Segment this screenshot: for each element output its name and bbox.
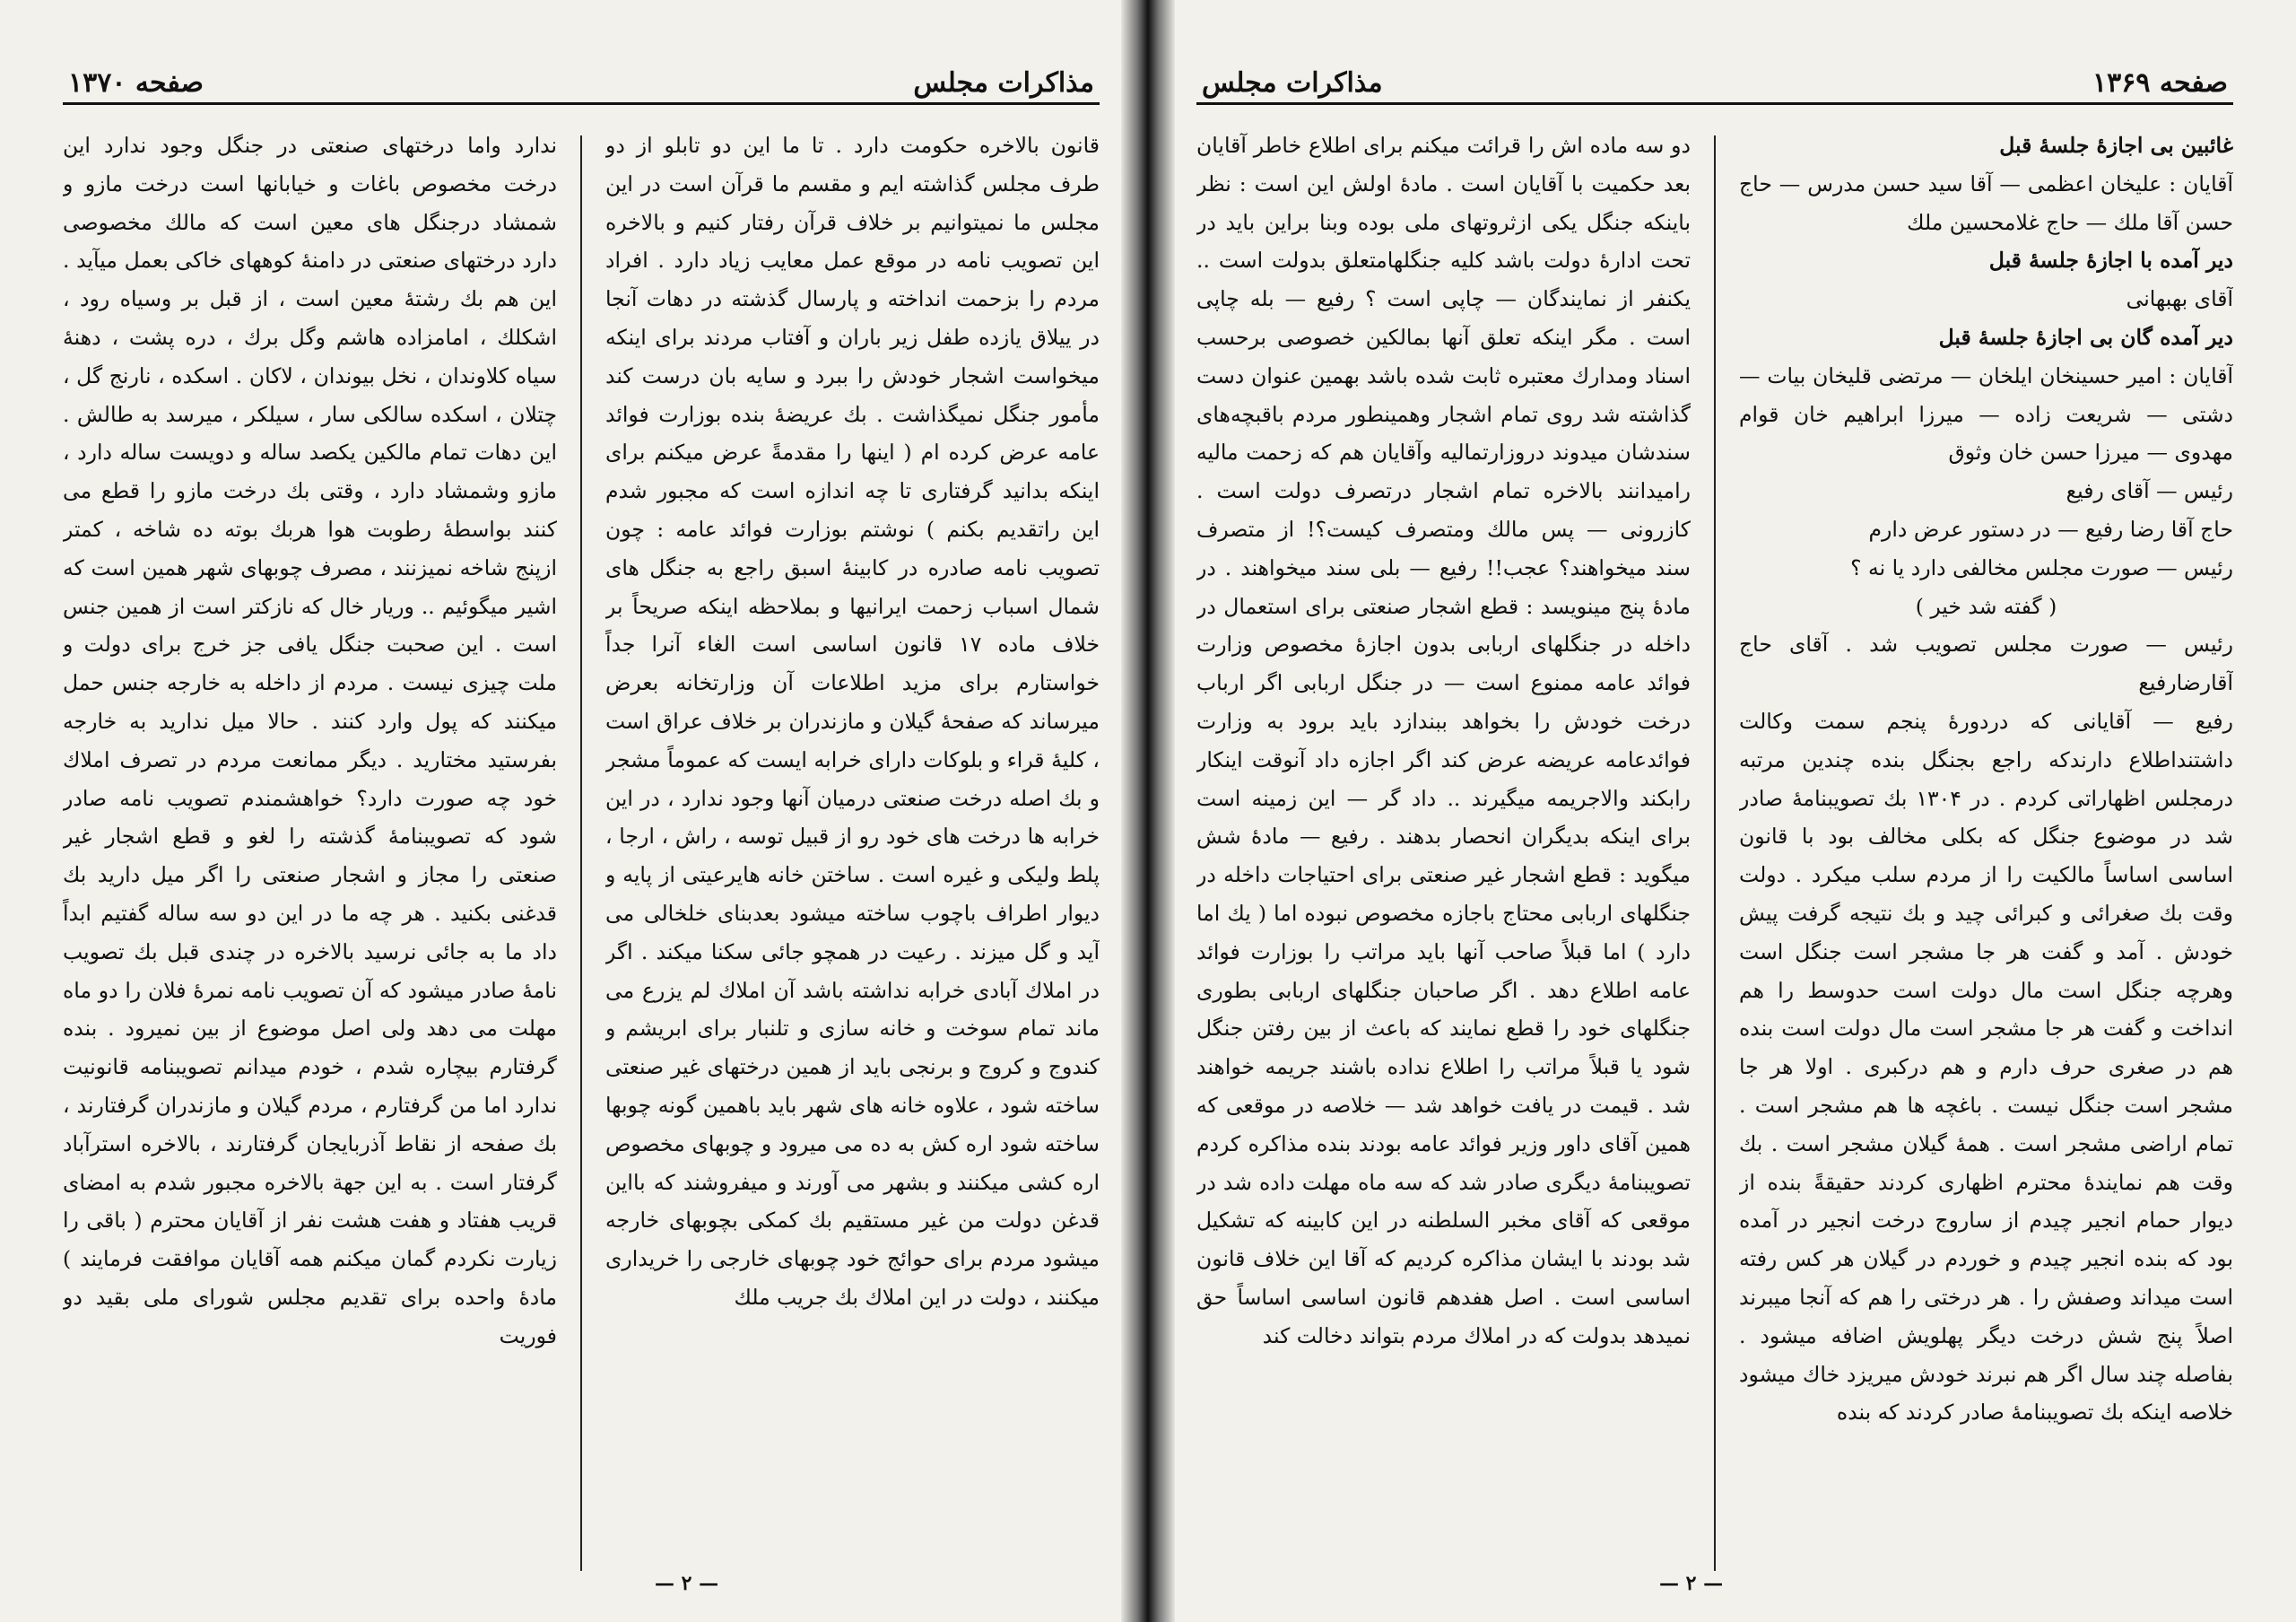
text-column-right [605,126,1100,1580]
paragraph: رئیس — صورت مجلس تصویب شد . آقای حاج آقارضارفیع [1739,632,2233,696]
page-label: صفحه ۱۳۷۰ [68,66,204,99]
column-divider [1714,135,1716,1571]
book-gutter [1121,0,1175,1622]
journal-title: مذاکرات مجلس [1202,66,1383,99]
left-page-columns [63,126,1100,1580]
paragraph: رئیس — آقای رفیع [2066,478,2233,504]
column-text: دو سه ماده اش را قرائت میکنم برای اطلاع خاطر آقایان بعد حکمیت با آقایان است . مادهٔ اولش این است : نظر باینکه جنگل یکی ازثروتهای ملی بوده وبنا براین باید در تحت ادارهٔ دولت باشد کلیه جنگلهامتعلق بدولت است .. یکنفر از نمایندگان — چاپی است ؟ رفیع — بله چاپی است . مگر اینکه تعلق آنها بمالکین خصوصی برحسب اسناد ومدارك معتبره ثابت شده باشد بهمین عنوان دست گذاشته شد روی تمام اشجار وهمینطور مردم باقبچه‌های سندشان میدوند دروزارتمالیه وآقایان هم که زحمت مالیه رامیدانند بالاخره تمام اشجار درتصرف دولت است . کازرونی — پس مالك ومتصرف کیست؟! از متصرف سند میخواهند؟ عجب!! رفیع — بلی سند میخواهند . در مادهٔ پنج مینویسد : قطع اشجار صنعتی برای استعمال در داخله در جنگلهای اربابی بدون اجازهٔ مخصوص وزارت فوائد عامه ممنوع است — در جنگل اربابی اگر ارباب درخت خودش را بخواهد ببندازد باید برود به وزارت فوائدعامه عریضه عرض کند اگر اجازه داد آنوقت اینکار رابکند والاجریمه میگیرند .. داد گر — این زمینه است برای اینکه بدیگران انحصار بدهند . رفیع — مادهٔ شش میگوید : قطع اشجار غیر صنعتی برای احتیاجات داخله در جنگلهای اربابی محتاج باجازه مخصوص نبوده اما ( یك اما دارد ) اما قبلاً صاحب آنها باید مراتب را بوزارت فوائد عامه اطلاع دهد . اگر صاحبان جنگلهای اربابی بطوری جنگلهای خود را قطع نمایند که باعث از بین رفتن جنگل شود یا قبلاً مراتب را اطلاع نداده باشند جریمه خواهند شد . قیمت در یافت خواهد شد — خلاصه در موقعی که همین آقای داور وزیر فوائد عامه بودند بنده مذاکره کردم تصویبنامهٔ دیگری صادر شد که سه ماه مهلت داده شد در موقعی که آقای مخبر السلطنه در این کابینه که تشکیل شد بودند با ایشان مذاکره کردیم که آقا این خلاف قانون اساسی است . اصل هفدهم قانون اساسی اساساً حق نمیدهد بدولت که در املاك مردم بتواند دخالت کند [1196,133,1691,1348]
section-heading: غائبین بی اجازهٔ جلسهٔ قبل [1999,133,2233,158]
text-column-left [1196,126,1691,1580]
paragraph: ( گفته شد خیر ) [1915,593,2057,619]
left-page-header [63,63,1100,105]
paragraph: حاج آقا رضا رفیع — در دستور عرض دارم [1868,516,2233,542]
text-column-right [1739,126,2233,1580]
section-heading: دیر آمده گان بی اجازهٔ جلسهٔ قبل [1938,324,2233,350]
paragraph: آقایان : امیر حسینخان ایلخان — مرتضی قلیخان بیات — دشتی — شریعت زاده — میرزا ابراهیم خان قوام مهدوی — میرزا حسن خان وثوق [1739,362,2233,466]
right-page-header [1196,63,2233,105]
journal-title: مذاکرات مجلس [913,66,1094,99]
paragraph: رئیس — صورت مجلس مخالفی دارد یا نه ؟ [1850,554,2233,580]
section-heading: دیر آمده با اجازهٔ جلسهٔ قبل [1988,248,2233,274]
page-number: — ۲ — [655,1572,719,1595]
paragraph: آقای بهبهانی [2126,286,2233,312]
text-column-left [63,126,557,1580]
paragraph: رفیع — آقایانی که دردورهٔ پنجم سمت وکالت داشتنداطلاع دارندکه راجع بجنگل بنده چندین مرتبه درمجلس اظهاراتی کردم . در ۱۳۰۴ بك تصویبنامهٔ صادر شد در موضوع جنگل که بکلی مخالف بود با قانون اساسی اساساً مالکیت را از مردم سلب میکرد . دولت وقت بك صغرائی و کبرائی چید و بك نتیجه گرفت پیش خودش . آمد و گفت هر جا مشجر است جنگل است وهرچه جنگل است مال دولت است حدوسط را هم انداخت و گفت هر جا مشجر است مال دولت است بنده هم در صغری حرف دارم و هم درکبری . اولا هر جا مشجر است جنگل نیست . باغچه ها هم مشجر است . تمام اراضی مشجر است . همهٔ گیلان مشجر است . بك وقت هم نمایندهٔ محترم اظهاری کردند حقیقةً بنده از دیوار حمام انجیر چیدم از ساروج درخت انجیر در آمده بود که بنده انجیر چیدم و خوردم در گیلان هر کس رفته است میداند وصفش را . هر درختی را هم که آنجا میبرند اصلاً پنج شش درخت دیگر پهلویش اضافه میشود . بفاصله چند سال اگر هم نبرند خودش میریزد خاك میشود خلاصه اینکه بك تصویبنامهٔ صادر کردند که بنده [1739,708,2233,1426]
column-text: ندارد واما درختهای صنعتی در جنگل وجود ندارد این درخت مخصوص باغات و خیابانها است درخت مازو و شمشاد درجنگل های معین است که مالك مخصوصی دارد درختهای صنعتی در دامنهٔ کوههای خاکی بعمل میآید . این هم بك رشتهٔ معین است ، از قبل بر وسیاه رود ، اشکلك ، امامزاده هاشم وگل برك ، دره پشت ، دهنهٔ سیاه کلاوندان ، نخل بیوندان ، لاکان . اسکده ، نارنج گل ، چتلان ، اسکده سالکی سار ، سیلکر ، میرسد به طالش . این دهات تمام مالکین یکصد ساله و دویست ساله دارد ، مازو وشمشاد دارد ، وقتی بك درخت مازو را قطع می کنند بواسطهٔ رطوبت هوا هربك بوته ده شاخه ، کمتر ازپنج شاخه نمیزنند ، مصرف چوبهای شهر همین است که اشیر میگوئیم .. وریار خال که نازکتر است از همین جنس است . این صحبت جنگل یافی جز خرج برای دولت و ملت چیزی نیست . مردم از داخله به خارجه جنس حمل میکنند که پول وارد کنند . حالا میل ندارید به خارجه بفرستید مختارید . دیگر ممانعت مردم در تصرف املاك خود چه صورت دارد؟ خواهشمندم تصویب نامه صادر شود که تصویبنامهٔ گذشته را لغو و قطع اشجار غیر صنعتی را مجاز و اشجار صنعتی را اگر میل دارید بك قدغنی بکنید . هر چه ما در این دو سه ساله گفتیم ابداً داد ما به جائی نرسید بالاخره در چندی قبل بك تصویب نامهٔ صادر میشود که آن تصویب نامه نمرهٔ فلان را دو ماه مهلت می دهد ولی اصل موضوع از بین نمیرود . بنده گرفتارم بیچاره شدم ، خودم میدانم تصویبنامه قانونیت ندارد اما من گرفتارم ، مردم گیلان و مازندران گرفتارند ، بك صفحه از نقاط آذربایجان گرفتارند ، بالاخره استرآباد گرفتار است . به این جهة بالاخره مجبور شدم به امضای قریب هفتاد و هفت هشت نفر از آقایان محترم ( باقی را زیارت نکردم گمان میکنم همه آقایان موافقت فرمایند ) مادهٔ واحده برای تقدیم مجلس شورای ملی بقید دو فوریت [63,133,557,1348]
column-divider [580,135,582,1571]
paragraph: آقایان : علیخان اعظمی — آقا سید حسن مدرس — حاج حسن آقا ملك — حاج غلامحسین ملك [1739,170,2233,235]
page-number: — ۲ — [1659,1572,1724,1595]
right-page-columns [1196,126,2233,1580]
right-page [1175,0,2296,1622]
column-text: قانون بالاخره حکومت دارد . تا ما این دو تابلو از دو طرف مجلس گذاشته ایم و مقسم ما قرآن است در این مجلس ما نمیتوانیم بر خلاف قرآن رفتار کنیم و بالاخره این تصویب نامه در موقع عمل معایب زیاد دارد . افراد مردم را بزحمت انداخته و پارسال گذشته در دهات آنجا در ییلاق یازده طفل زیر باران و آفتاب مردند برای اینکه میخواست اشجار خودش را ببرد و سایه بان درست کند مأمور جنگل نمیگذاشت . بك عریضهٔ بنده بوزارت فوائد عامه عرض کرده ام ( اینها را مقدمةً عرض میکنم برای اینکه بدانید گرفتاری تا چه اندازه است که مجبور شدم این راتقدیم بکنم ) نوشتم بوزارت فوائد عامه : چون تصویب نامه صادره در کابینهٔ اسبق راجع به جنگل های شمال اسباب زحمت ایرانیها و بملاحظه اینکه صریحاً بر خلاف ماده ۱۷ قانون اساسی است الغاء آنرا جداً خواستارم برای مزید اطلاعات آن وزارتخانه بعرض میرساند که صفحهٔ گیلان و مازندران بر خلاف عراق است ، کلیهٔ قراء و بلوکات دارای خرابه ایست که عموماً مشجر و بك اصله درخت صنعتی درمیان آنها وجود ندارد ، در این خرابه ها درخت های خود رو از قبیل توسه ، راش ، ارجا ، پلط ولیکی و غیره است . ساختن خانه هایرعیتی از پایه و دیوار اطراف باچوب ساخته میشود بعدبنای خلخالی می آید و گل میزند . رعیت در همچو جائی سکنا میکند . اگر در املاك آبادی خرابه نداشته باشد آن املاك لم یزرع می ماند تمام سوخت و خانه سازی و تلنبار برای ابریشم و کندوج و کروج و برنجی باید از همین درختهای غیر صنعتی ساخته شود ، علاوه خانه های شهر باید باهمین گونه چوبها ساخته شود اره کش به ده می میرود و چوبهای مخصوص اره کشی میکنند و بشهر می آورند و میفروشند که بااین قدغن دولت من غیر مستقیم بك کمکی بچوبهای خارجه میشود مردم برای حوائج خود چوبهای خارجی را خریداری میکنند ، دولت در این املاك بك جریب ملك [605,133,1100,1310]
page-label: صفحه ۱۳۶۹ [2092,66,2228,99]
left-page [0,0,1121,1622]
